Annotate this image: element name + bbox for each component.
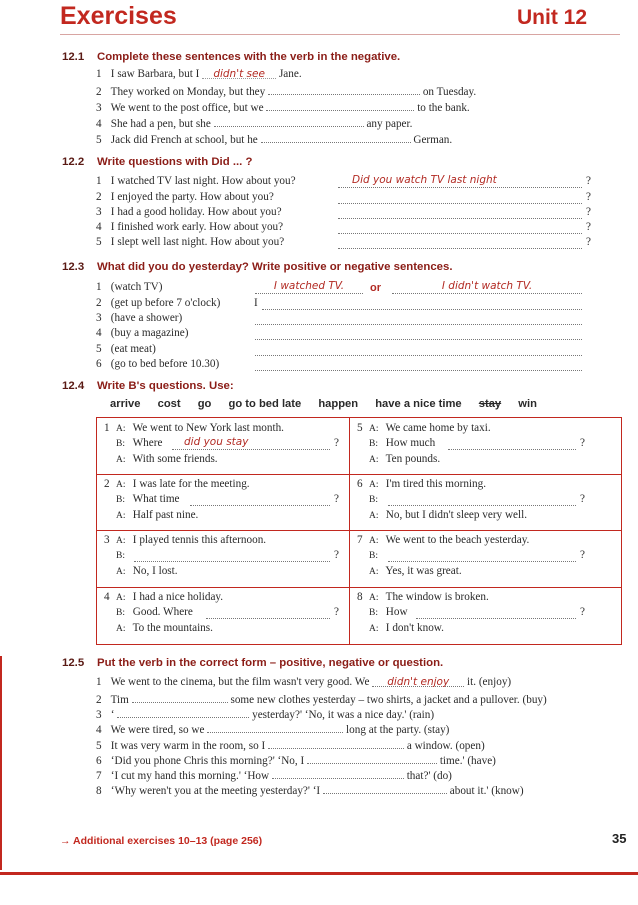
item-number: 1	[96, 676, 102, 688]
line-text: With some friends.	[132, 453, 218, 465]
question-mark: ?	[334, 493, 339, 505]
exercise-12-1-heading	[62, 51, 400, 63]
item-text: ‘Why weren't you at the meeting yesterday?' ‘I	[110, 785, 321, 797]
speaker-label: A:	[369, 424, 379, 434]
line-text: Half past nine.	[132, 509, 199, 521]
answer-text: Did you watch TV last night	[352, 174, 497, 186]
line-text: No, I lost.	[132, 565, 178, 577]
item-number: 3	[96, 312, 102, 324]
grid-divider	[97, 587, 621, 588]
answer-blank[interactable]	[262, 296, 582, 310]
word-box	[110, 398, 551, 410]
question-mark: ?	[586, 191, 591, 203]
item-number: 7	[96, 770, 102, 782]
speaker-label: B:	[369, 608, 378, 618]
item-text: I enjoyed the party. How about you?	[110, 191, 274, 203]
speaker-label: B:	[116, 608, 125, 618]
exercise-item	[96, 132, 452, 146]
item-text: I saw Barbara, but I	[110, 68, 200, 80]
item-number: 2	[104, 478, 110, 490]
line-text: We came home by taxi.	[385, 422, 491, 434]
item-text: a window. (open)	[406, 740, 485, 752]
item-number: 4	[96, 118, 102, 130]
answer-blank[interactable]	[255, 311, 582, 325]
answer-blank[interactable]	[117, 707, 249, 718]
answer-blank[interactable]	[268, 84, 420, 95]
exercise-item	[96, 692, 547, 706]
line-text: I was late for the meeting.	[132, 478, 250, 490]
item-text: (go to bed before 10.30)	[110, 358, 220, 370]
line-text: How	[385, 606, 408, 618]
exercise-12-4-heading	[62, 380, 234, 392]
item-text: any paper.	[366, 118, 413, 130]
speaker-label: B:	[369, 495, 378, 505]
margin-bar	[0, 656, 2, 870]
line-text: To the mountains.	[132, 622, 213, 634]
speaker-label: A:	[116, 624, 126, 634]
speaker-label: A:	[116, 593, 126, 603]
speaker-label: B:	[369, 439, 378, 449]
exercise-item	[96, 191, 274, 203]
exercise-instruction: Write B's questions. Use:	[97, 380, 234, 392]
item-number: 7	[357, 534, 363, 546]
answer-start: I	[254, 297, 258, 309]
item-text: Jane.	[278, 68, 302, 80]
exercise-item	[96, 327, 188, 339]
page-number: 35	[612, 831, 627, 846]
answer-text: didn't see	[213, 68, 265, 80]
answer-blank[interactable]	[172, 436, 330, 450]
item-text: Jack did French at school, but he	[110, 134, 258, 146]
speaker-label: A:	[369, 480, 379, 490]
question-mark: ?	[580, 437, 585, 449]
answer-blank[interactable]	[202, 68, 276, 79]
exercise-item	[96, 783, 524, 797]
speaker-label: B:	[369, 551, 378, 561]
speaker-label: A:	[369, 511, 379, 521]
speaker-label: A:	[116, 424, 126, 434]
exercise-item	[96, 358, 219, 370]
exercise-item	[96, 100, 470, 114]
exercise-item	[96, 312, 182, 324]
line-text: What time	[132, 493, 180, 505]
exercise-item	[96, 297, 220, 309]
word: go	[197, 398, 212, 410]
answer-blank[interactable]	[134, 548, 330, 562]
grid-divider	[97, 530, 621, 531]
answer-blank[interactable]	[338, 220, 582, 234]
word: have a nice time	[375, 398, 462, 410]
item-text: on Tuesday.	[422, 86, 477, 98]
item-text: (watch TV)	[110, 281, 163, 293]
item-text: Tim	[110, 694, 129, 706]
word: happen	[318, 398, 359, 410]
line-text: How much	[385, 437, 436, 449]
item-text: (eat meat)	[110, 343, 156, 355]
answer-blank[interactable]	[272, 768, 404, 779]
speaker-label: B:	[116, 495, 125, 505]
item-number: 5	[96, 236, 102, 248]
item-text: it. (enjoy)	[467, 676, 512, 688]
answer-blank[interactable]	[190, 492, 330, 506]
grid-divider	[349, 418, 350, 644]
item-number: 1	[96, 281, 102, 293]
item-number: 8	[96, 785, 102, 797]
answer-text: I watched TV.	[273, 280, 345, 292]
answer-blank[interactable]	[388, 548, 576, 562]
item-text: time.' (have)	[439, 755, 496, 767]
question-mark: ?	[334, 437, 339, 449]
answer-blank[interactable]	[255, 342, 582, 356]
title-rule	[60, 34, 620, 35]
question-mark: ?	[334, 606, 339, 618]
item-number: 3	[104, 534, 110, 546]
item-text: about it.' (know)	[449, 785, 524, 797]
question-mark: ?	[580, 606, 585, 618]
item-number: 4	[96, 724, 102, 736]
exercise-item	[96, 281, 162, 293]
speaker-label: A:	[116, 511, 126, 521]
item-number: 8	[357, 591, 363, 603]
answer-text: did you stay	[184, 436, 249, 448]
item-text: (get up before 7 o'clock)	[110, 297, 221, 309]
question-mark: ?	[580, 549, 585, 561]
speaker-label: B:	[116, 439, 125, 449]
answer-blank[interactable]	[214, 116, 364, 127]
speaker-label: B:	[116, 551, 125, 561]
question-mark: ?	[580, 493, 585, 505]
word: cost	[157, 398, 181, 410]
answer-blank[interactable]	[261, 132, 411, 143]
exercise-item	[96, 707, 434, 721]
speaker-label: A:	[116, 567, 126, 577]
item-text: to the bank.	[417, 102, 470, 114]
line-text: No, but I didn't sleep very well.	[385, 509, 528, 521]
exercise-item	[96, 753, 496, 767]
item-text: We went to the cinema, but the film wasn't very good. We	[110, 676, 370, 688]
question-mark: ?	[586, 175, 591, 187]
item-text: I slept well last night. How about you?	[110, 236, 285, 248]
exercise-instruction: What did you do yesterday? Write positive or negative sentences.	[97, 261, 453, 273]
item-text: some new clothes yesterday – two shirts, a jacket and a pullover. (buy)	[230, 694, 547, 706]
item-text: ‘Did you phone Chris this morning?' ‘No, I	[110, 755, 305, 767]
speaker-label: A:	[116, 455, 126, 465]
answer-text: I didn't watch TV.	[441, 280, 533, 292]
item-number: 2	[96, 297, 102, 309]
item-number: 2	[96, 694, 102, 706]
question-mark: ?	[334, 549, 339, 561]
item-number: 4	[96, 221, 102, 233]
item-text: She had a pen, but she	[110, 118, 211, 130]
speaker-label: A:	[369, 624, 379, 634]
item-text: German.	[413, 134, 453, 146]
speaker-label: A:	[369, 593, 379, 603]
line-text: I'm tired this morning.	[385, 478, 487, 490]
question-mark: ?	[586, 206, 591, 218]
answer-blank[interactable]	[372, 676, 464, 687]
item-number: 2	[96, 191, 102, 203]
answer-blank[interactable]	[338, 190, 582, 204]
exercise-item	[96, 221, 283, 233]
item-number: 5	[96, 740, 102, 752]
answer-blank[interactable]	[255, 280, 363, 294]
item-number: 4	[104, 591, 110, 603]
question-mark: ?	[586, 236, 591, 248]
item-text: that?' (do)	[406, 770, 452, 782]
exercise-12-2-heading	[62, 156, 252, 168]
speaker-label: A:	[369, 455, 379, 465]
answer-blank[interactable]	[206, 605, 330, 619]
question-mark: ?	[586, 221, 591, 233]
exercise-12-3-heading	[62, 261, 453, 273]
answer-blank[interactable]	[255, 357, 582, 371]
word: go to bed late	[228, 398, 302, 410]
line-text: We went to New York last month.	[132, 422, 284, 434]
exercise-item	[96, 768, 452, 782]
item-number: 3	[96, 709, 102, 721]
exercise-12-5-heading	[62, 657, 443, 669]
exercise-instruction: Complete these sentences with the verb in the negative.	[97, 51, 401, 63]
item-number: 5	[357, 422, 363, 434]
speaker-label: A:	[369, 567, 379, 577]
word: arrive	[110, 398, 141, 410]
additional-exercises-link[interactable]: → Additional exercises 10–13 (page 256)	[60, 835, 263, 847]
speaker-label: A:	[116, 480, 126, 490]
item-text: long at the party. (stay)	[346, 724, 450, 736]
answer-blank[interactable]	[255, 326, 582, 340]
item-number: 3	[96, 102, 102, 114]
item-text: ‘	[110, 709, 115, 721]
exercise-item	[96, 738, 485, 752]
line-text: I don't know.	[385, 622, 444, 634]
exercise-item	[96, 175, 296, 187]
exercise-item	[96, 116, 412, 130]
answer-blank[interactable]	[132, 692, 228, 703]
answer-blank[interactable]	[338, 205, 582, 219]
line-text: Good. Where	[132, 606, 193, 618]
item-number: 4	[96, 327, 102, 339]
item-text: (buy a magazine)	[110, 327, 189, 339]
answer-blank[interactable]	[338, 174, 582, 188]
answer-blank[interactable]	[448, 436, 576, 450]
answer-blank[interactable]	[338, 235, 582, 249]
item-text: They worked on Monday, but they	[110, 86, 266, 98]
item-text: ‘I cut my hand this morning.' ‘How	[110, 770, 270, 782]
exercise-item	[96, 343, 156, 355]
word: win	[518, 398, 537, 410]
exercise-item	[96, 676, 511, 688]
item-number: 1	[96, 68, 102, 80]
exercise-number: 12.1	[62, 51, 85, 63]
item-number: 6	[357, 478, 363, 490]
word-used: stay	[478, 398, 502, 410]
item-text: yesterday?' ‘No, it was a nice day.' (rain)	[252, 709, 435, 721]
item-text: I finished work early. How about you?	[110, 221, 284, 233]
item-text: We were tired, so we	[110, 724, 205, 736]
exercise-number: 12.3	[62, 261, 85, 273]
line-text: Where	[132, 437, 163, 449]
answer-blank[interactable]	[388, 492, 576, 506]
grid-divider	[97, 474, 621, 475]
item-number: 5	[96, 343, 102, 355]
answer-blank[interactable]	[307, 753, 437, 764]
item-text: We went to the post office, but we	[110, 102, 264, 114]
answer-blank[interactable]	[268, 738, 404, 749]
item-text: (have a shower)	[110, 312, 183, 324]
item-text: I had a good holiday. How about you?	[110, 206, 282, 218]
exercise-item	[96, 68, 302, 80]
exercise-number: 12.2	[62, 156, 85, 168]
bottom-rule	[0, 872, 638, 875]
exercise-item	[96, 236, 284, 248]
item-text: It was very warm in the room, so I	[110, 740, 266, 752]
item-number: 1	[96, 175, 102, 187]
exercise-item	[96, 722, 449, 736]
item-number: 6	[96, 358, 102, 370]
exercise-number: 12.4	[62, 380, 85, 392]
page-title: Exercises	[60, 2, 177, 30]
exercise-number: 12.5	[62, 657, 85, 669]
line-text: I had a nice holiday.	[132, 591, 224, 603]
answer-blank[interactable]	[266, 100, 414, 111]
exercise-item	[96, 206, 282, 218]
speaker-label: A:	[116, 536, 126, 546]
line-text: The window is broken.	[385, 591, 489, 603]
exercise-instruction: Write questions with Did ... ?	[97, 156, 253, 168]
exercise-instruction: Put the verb in the correct form – positive, negative or question.	[97, 657, 444, 669]
item-number: 3	[96, 206, 102, 218]
unit-label: Unit 12	[517, 6, 588, 29]
line-text: I played tennis this afternoon.	[132, 534, 267, 546]
item-text: I watched TV last night. How about you?	[110, 175, 296, 187]
answer-text: didn't enjoy	[387, 676, 450, 688]
item-number: 6	[96, 755, 102, 767]
speaker-label: A:	[369, 536, 379, 546]
answer-blank[interactable]	[416, 605, 576, 619]
line-text: We went to the beach yesterday.	[385, 534, 530, 546]
item-number: 1	[104, 422, 110, 434]
or-label: or	[370, 282, 381, 294]
answer-blank[interactable]	[323, 783, 447, 794]
exercise-item	[96, 84, 476, 98]
line-text: Ten pounds.	[385, 453, 441, 465]
item-number: 2	[96, 86, 102, 98]
line-text: Yes, it was great.	[385, 565, 462, 577]
answer-blank[interactable]	[392, 280, 582, 294]
answer-blank[interactable]	[207, 722, 343, 733]
item-number: 5	[96, 134, 102, 146]
